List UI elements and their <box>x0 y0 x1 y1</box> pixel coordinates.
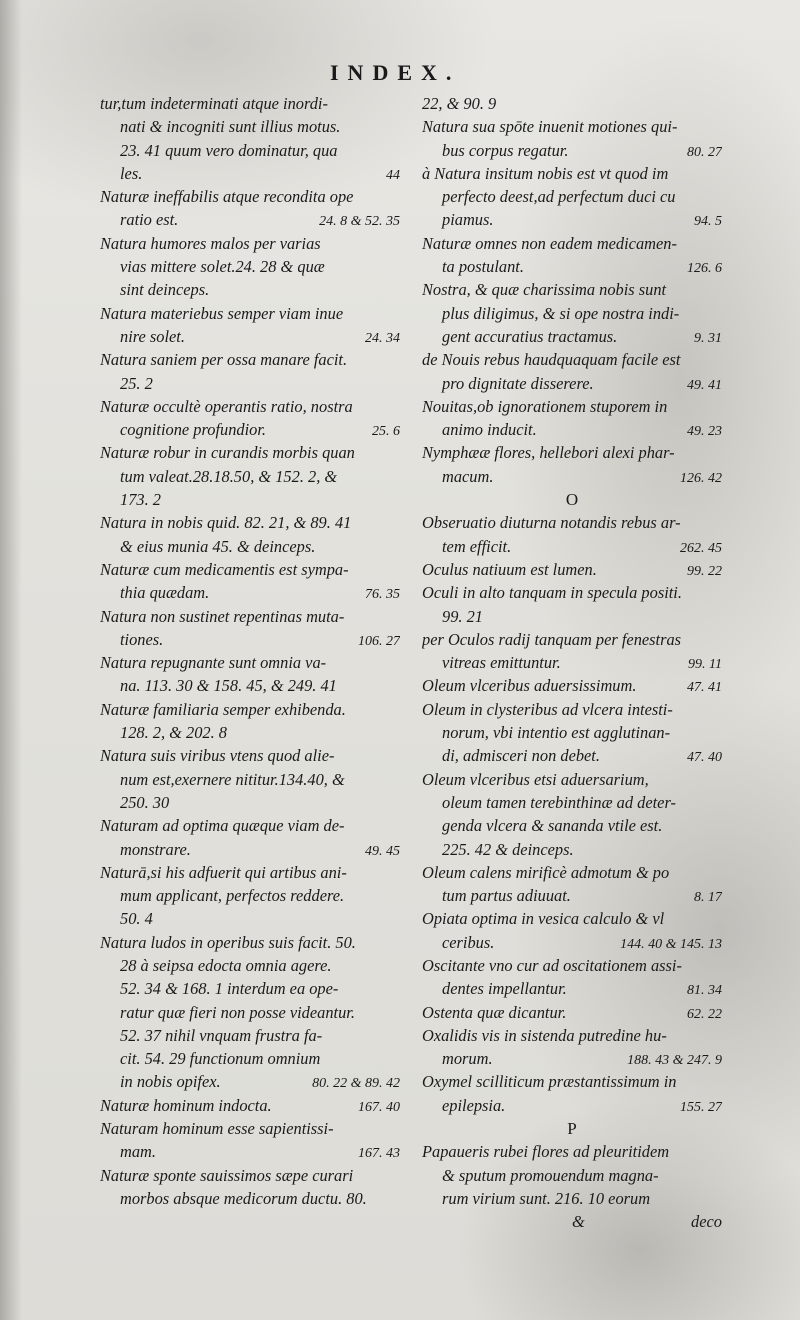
index-line <box>100 185 400 208</box>
line-text: vias mittere solet.24. 28 & quæ <box>120 257 325 277</box>
line-text: tiones. <box>120 629 164 649</box>
index-line <box>100 395 400 418</box>
index-entry <box>422 907 722 954</box>
line-text: mum applicant, perfectos reddere. <box>120 886 345 906</box>
index-column-right <box>422 92 722 1234</box>
line-text: norum, vbi intentio est agglutinan- <box>442 723 671 743</box>
page-reference: 62. 22 <box>687 1006 722 1022</box>
index-line <box>100 232 400 255</box>
line-text: Natura saniem per ossa manare facit. <box>100 350 348 370</box>
index-line <box>100 418 400 441</box>
line-text: Naturæ occultè operantis ratio, nostra <box>100 396 353 416</box>
line-text: Ostenta quæ dicantur. <box>422 1002 567 1022</box>
line-text: 128. 2, & 202. 8 <box>120 723 227 743</box>
index-line <box>100 1001 400 1024</box>
index-entry <box>422 558 722 581</box>
line-text: Naturam hominum esse sapientissi- <box>100 1119 334 1139</box>
index-entry <box>100 1117 400 1164</box>
line-text: macum. <box>442 466 494 486</box>
index-line <box>100 302 400 325</box>
index-line <box>100 768 400 791</box>
line-text: Oleum in clysteribus ad vlcera intesti- <box>422 699 673 719</box>
index-line <box>100 115 400 138</box>
line-text: morum. <box>442 1049 493 1069</box>
line-text: Oxalidis vis in sistenda putredine hu- <box>422 1025 667 1045</box>
index-line <box>422 838 722 861</box>
index-entry <box>422 1024 722 1071</box>
index-line <box>422 115 722 138</box>
index-entry <box>100 814 400 861</box>
page-reference: 144. 40 & 145. 13 <box>620 936 722 952</box>
index-line <box>422 768 722 791</box>
page-reference: 47. 40 <box>687 750 722 766</box>
page-reference: 155. 27 <box>680 1099 722 1115</box>
line-text: Natura repugnante sunt omnia va- <box>100 653 327 673</box>
index-line <box>100 255 400 278</box>
index-line <box>100 744 400 767</box>
index-line <box>422 255 722 278</box>
index-line <box>100 931 400 954</box>
index-entry <box>422 674 722 697</box>
index-line <box>100 651 400 674</box>
index-line <box>422 861 722 884</box>
index-line <box>422 954 722 977</box>
index-line <box>422 278 722 301</box>
index-entry <box>422 92 722 115</box>
index-column-left <box>100 92 400 1210</box>
line-text: 99. 21 <box>442 606 483 626</box>
section-letter: O <box>565 490 579 510</box>
line-text: Natura sua spōte inuenit motiones qui- <box>422 117 678 137</box>
index-entry <box>422 1140 722 1210</box>
line-text: 28 à seipsa edocta omnia agere. <box>120 955 332 975</box>
index-entry <box>422 954 722 1001</box>
line-text: tum partus adiuuat. <box>442 886 571 906</box>
line-text: & sputum promouendum magna- <box>442 1165 659 1185</box>
index-line <box>100 139 400 162</box>
index-line <box>100 92 400 115</box>
index-line <box>100 1047 400 1070</box>
line-text: in nobis opifex. <box>120 1072 221 1092</box>
index-line <box>422 1164 722 1187</box>
line-text: cognitione profundior. <box>120 420 266 440</box>
index-line <box>100 907 400 930</box>
index-entry <box>422 511 722 558</box>
index-line <box>100 838 400 861</box>
index-line <box>100 558 400 581</box>
line-text: epilepsia. <box>442 1095 506 1115</box>
index-line <box>100 721 400 744</box>
index-line <box>422 674 722 697</box>
catchword-line <box>422 1210 722 1233</box>
index-entry <box>422 232 722 279</box>
index-line <box>100 1187 400 1210</box>
page-reference: 99. 11 <box>688 657 722 673</box>
line-text: gent accuratius tractamus. <box>442 326 618 346</box>
line-text: Naturæ sponte sauissimos sæpe curari <box>100 1165 354 1185</box>
index-entry <box>422 278 722 348</box>
page-reference: 24. 8 & 52. 35 <box>319 214 400 230</box>
index-line <box>100 861 400 884</box>
page-reference: 8. 17 <box>694 890 722 906</box>
index-line <box>422 465 722 488</box>
index-entry <box>422 1070 722 1117</box>
index-line <box>422 651 722 674</box>
page-reference: 126. 42 <box>680 470 722 486</box>
line-text: 23. 41 quum vero dominatur, qua <box>120 140 338 160</box>
index-entry <box>100 511 400 558</box>
index-entry <box>422 1001 722 1024</box>
index-line <box>422 441 722 464</box>
index-entry <box>100 744 400 814</box>
index-line <box>422 232 722 255</box>
line-text: Natura non sustinet repentinas muta- <box>100 606 345 626</box>
line-text: oleum tamen terebinthinæ ad deter- <box>442 792 676 812</box>
page-reference: 81. 34 <box>687 983 722 999</box>
line-text: bus corpus regatur. <box>442 140 569 160</box>
line-text: 250. 30 <box>120 792 170 812</box>
page-reference: 80. 27 <box>687 144 722 160</box>
line-text: de Nouis rebus haudquaquam facile est <box>422 350 681 370</box>
index-line <box>422 325 722 348</box>
line-text: plus diligimus, & si ope nostra indi- <box>442 303 680 323</box>
line-text: Naturā,si his adfuerit qui artibus ani- <box>100 862 347 882</box>
line-text: tum valeat.28.18.50, & 152. 2, & <box>120 466 338 486</box>
line-text: Natura ludos in operibus suis facit. 50. <box>100 932 356 952</box>
index-line <box>422 139 722 162</box>
index-line <box>422 1001 722 1024</box>
index-line <box>422 605 722 628</box>
index-line <box>422 558 722 581</box>
page-reference: 9. 31 <box>694 330 722 346</box>
index-line <box>100 884 400 907</box>
line-text: genda vlcera & sananda vtile est. <box>442 816 663 836</box>
index-line <box>100 1140 400 1163</box>
line-text: Natura materiebus semper viam inue <box>100 303 344 323</box>
line-text: animo inducit. <box>442 420 537 440</box>
index-line <box>422 348 722 371</box>
page-reference: 44 <box>386 167 400 183</box>
index-line <box>100 325 400 348</box>
page-reference: 49. 23 <box>687 424 722 440</box>
line-text: ratio est. <box>120 210 179 230</box>
line-text: vitreas emittuntur. <box>442 653 561 673</box>
line-text: Naturæ robur in curandis morbis quan <box>100 443 355 463</box>
line-text: perfecto deest,ad perfectum duci cu <box>442 187 676 207</box>
index-line <box>100 441 400 464</box>
index-line <box>422 1070 722 1093</box>
page-header: INDEX. <box>330 60 461 85</box>
line-text: ratur quæ fieri non posse videantur. <box>120 1002 355 1022</box>
index-line <box>422 208 722 231</box>
index-entry <box>422 115 722 162</box>
index-line <box>100 162 400 185</box>
line-text: & eius munia 45. & deinceps. <box>120 536 316 556</box>
line-text: Oculi in alto tanquam in specula positi. <box>422 583 682 603</box>
line-text: pro dignitate disserere. <box>442 373 594 393</box>
index-line <box>422 511 722 534</box>
index-entry <box>422 395 722 442</box>
index-entry <box>100 302 400 349</box>
index-line <box>422 395 722 418</box>
index-entry <box>100 558 400 605</box>
index-line <box>100 535 400 558</box>
index-line <box>422 791 722 814</box>
line-text: mam. <box>120 1142 156 1162</box>
index-line <box>422 302 722 325</box>
index-line <box>100 1164 400 1187</box>
page-reference: 49. 45 <box>365 843 400 859</box>
index-line <box>100 348 400 371</box>
page-reference: 167. 40 <box>358 1099 400 1115</box>
page-reference: 167. 43 <box>358 1146 400 1162</box>
line-text: Oleum calens mirificè admotum & po <box>422 862 670 882</box>
index-line <box>100 488 400 511</box>
line-text: Oleum vlceribus etsi aduersarium, <box>422 769 649 789</box>
line-text: Natura suis viribus vtens quod alie- <box>100 746 335 766</box>
index-line <box>422 92 722 115</box>
index-line <box>100 581 400 604</box>
line-text: Natura humores malos per varias <box>100 233 321 253</box>
line-text: Naturæ hominum indocta. <box>100 1095 272 1115</box>
index-entry <box>422 581 722 628</box>
line-text: 52. 34 & 168. 1 interdum ea ope- <box>120 979 339 999</box>
line-text: nati & incogniti sunt illius motus. <box>120 117 341 137</box>
page-reference: 49. 41 <box>687 377 722 393</box>
index-entry <box>100 92 400 185</box>
line-text: 173. 2 <box>120 490 161 510</box>
line-text: 22, & 90. 9 <box>422 94 497 113</box>
line-text: tur,tum indeterminati atque inordi- <box>100 94 328 113</box>
line-text: di, admisceri non debet. <box>442 746 600 766</box>
line-text: Naturæ omnes non eadem medicamen- <box>422 233 677 253</box>
index-line <box>422 884 722 907</box>
line-text: cit. 54. 29 functionum omnium <box>120 1049 321 1069</box>
line-text: na. 113. 30 & 158. 45, & 249. 41 <box>120 676 337 696</box>
line-text: Opiata optima in vesica calculo & vl <box>422 909 665 929</box>
index-line <box>100 372 400 395</box>
line-text: ta postulant. <box>442 257 524 277</box>
index-entry <box>100 1094 400 1117</box>
index-entry <box>422 348 722 395</box>
page-reference: 94. 5 <box>694 214 722 230</box>
index-line <box>422 814 722 837</box>
line-text: 25. 2 <box>120 373 153 393</box>
index-line <box>422 628 722 651</box>
index-line <box>422 1140 722 1163</box>
index-line <box>422 185 722 208</box>
line-text: num est,exernere nititur.134.40, & <box>120 769 345 789</box>
index-entry <box>100 931 400 1094</box>
index-entry <box>100 348 400 395</box>
index-line <box>422 907 722 930</box>
index-line <box>100 791 400 814</box>
index-entry <box>100 232 400 302</box>
index-line <box>422 1047 722 1070</box>
index-line <box>100 1024 400 1047</box>
index-line <box>100 954 400 977</box>
page-reference: 262. 45 <box>680 540 722 556</box>
index-entry <box>422 441 722 488</box>
line-text: Oxymel scilliticum præstantissimum in <box>422 1072 677 1092</box>
page-reference: 99. 22 <box>687 563 722 579</box>
index-entry <box>422 768 722 861</box>
index-line <box>422 535 722 558</box>
index-line <box>422 1094 722 1117</box>
line-text: 225. 42 & deinceps. <box>442 839 574 859</box>
line-text: thia quædam. <box>120 583 210 603</box>
line-text: Naturæ cum medicamentis est sympa- <box>100 559 349 579</box>
index-entry <box>422 162 722 232</box>
page-reference: 24. 34 <box>365 330 400 346</box>
index-entry <box>100 698 400 745</box>
line-text: Oscitante vno cur ad oscitationem assi- <box>422 955 682 975</box>
section-letter: P <box>567 1119 577 1139</box>
line-text: ceribus. <box>442 932 495 952</box>
index-line <box>100 208 400 231</box>
index-line <box>100 814 400 837</box>
index-line <box>100 605 400 628</box>
index-line <box>100 278 400 301</box>
index-line <box>422 744 722 767</box>
index-line <box>100 465 400 488</box>
line-text: Nouitas,ob ignorationem stuporem in <box>422 396 668 416</box>
index-line <box>422 1024 722 1047</box>
index-line <box>100 674 400 697</box>
index-line <box>422 721 722 744</box>
line-text: 50. 4 <box>120 909 153 929</box>
line-text: Nymphææ flores, hellebori alexi phar- <box>422 443 675 463</box>
line-text: tem efficit. <box>442 536 512 556</box>
line-text: Oleum vlceribus aduersissimum. <box>422 676 637 696</box>
line-text: Oculus natiuum est lumen. <box>422 559 597 579</box>
index-line <box>100 628 400 651</box>
line-text: piamus. <box>442 210 494 230</box>
page-reference: 188. 43 & 247. 9 <box>627 1053 722 1069</box>
index-line <box>422 162 722 185</box>
index-entry <box>100 1164 400 1211</box>
line-text: à Natura insitum nobis est vt quod im <box>422 163 669 183</box>
page-reference: 76. 35 <box>365 587 400 603</box>
index-entry <box>100 441 400 511</box>
line-text: Papaueris rubei flores ad pleuritidem <box>422 1142 670 1162</box>
line-text: Natura in nobis quid. 82. 21, & 89. 41 <box>100 513 352 533</box>
line-text: nire solet. <box>120 326 185 346</box>
index-line <box>422 977 722 1000</box>
page-reference: 126. 6 <box>687 261 722 277</box>
index-entry <box>422 628 722 675</box>
page-reference: 106. 27 <box>358 633 400 649</box>
line-text: Naturam ad optima quæque viam de- <box>100 816 345 836</box>
line-text: dentes impellantur. <box>442 979 567 999</box>
line-text: sint deinceps. <box>120 280 210 300</box>
index-line <box>100 1094 400 1117</box>
index-line <box>422 1187 722 1210</box>
index-line <box>100 1117 400 1140</box>
index-entry <box>100 861 400 931</box>
line-text: Naturæ familiaria semper exhibenda. <box>100 699 346 719</box>
index-line <box>422 418 722 441</box>
index-entry <box>422 698 722 768</box>
index-line <box>422 698 722 721</box>
index-line <box>422 931 722 954</box>
line-text: Obseruatio diuturna notandis rebus ar- <box>422 513 681 533</box>
page-reference: 47. 41 <box>687 680 722 696</box>
index-entry <box>100 605 400 652</box>
line-text: monstrare. <box>120 839 191 859</box>
catchword: deco <box>691 1212 722 1232</box>
line-text: 52. 37 nihil vnquam frustra fa- <box>120 1025 323 1045</box>
line-text: Naturæ ineffabilis atque recondita ope <box>100 187 354 207</box>
index-line <box>100 698 400 721</box>
index-line <box>422 581 722 604</box>
line-text: morbos absque medicorum ductu. 80. <box>120 1188 367 1208</box>
page-gutter-shadow <box>0 0 22 1320</box>
index-line <box>100 1070 400 1093</box>
line-text: rum virium sunt. 216. 10 eorum <box>442 1188 651 1208</box>
line-text: per Oculos radij tanquam per fenestras <box>422 629 682 649</box>
index-entry <box>100 185 400 232</box>
index-line <box>100 511 400 534</box>
index-line <box>100 977 400 1000</box>
index-entry <box>100 651 400 698</box>
page-reference: 25. 6 <box>372 424 400 440</box>
index-entry <box>100 395 400 442</box>
index-line <box>422 372 722 395</box>
line-text: les. <box>120 163 143 183</box>
index-entry <box>422 861 722 908</box>
page-reference: 80. 22 & 89. 42 <box>312 1076 400 1092</box>
catchword-mark: & <box>572 1212 585 1232</box>
line-text: Nostra, & quæ charissima nobis sunt <box>422 280 667 300</box>
